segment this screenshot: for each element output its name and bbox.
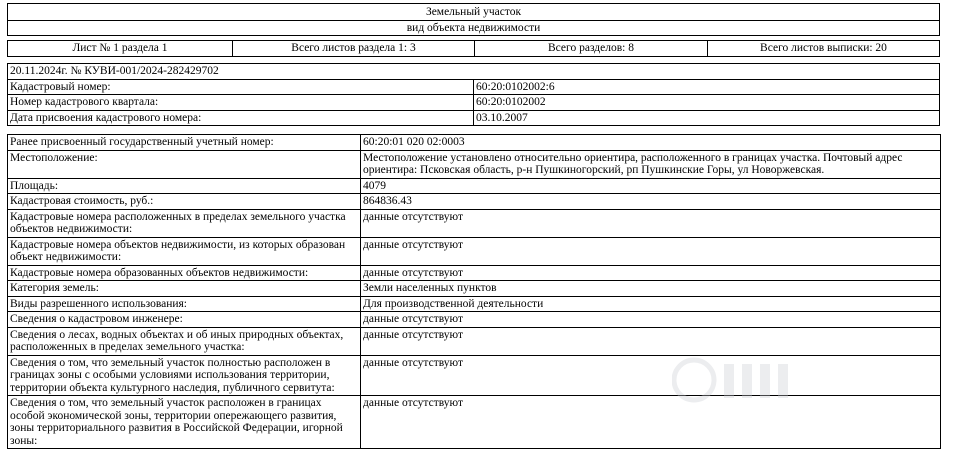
doc-ref-row (8, 64, 940, 80)
total-sheets: Всего листов выписки: 20 (708, 41, 940, 57)
field-label: Площадь: (8, 178, 361, 194)
field-label: Сведения о кадастровом инженере: (8, 312, 361, 328)
table-row (8, 110, 940, 126)
field-label: Ранее присвоенный государственный учетный номер: (8, 135, 361, 151)
object-type-title: Земельный участок (8, 4, 939, 21)
field-value: данные отсутствуют (361, 237, 941, 265)
field-label: Кадастровые номера образованных объектов недвижимости: (8, 265, 361, 281)
field-value: Для производственной деятельности (361, 296, 941, 312)
table-row (8, 135, 941, 151)
field-label: Сведения о том, что земельный участок расположен в границах особой экономической зоны, территории опережающего развития, зоны территориального развития в Российской Федерации, игорной зоны: (8, 396, 361, 449)
table-row (8, 194, 941, 210)
field-label: Категория земель: (8, 281, 361, 297)
total-sections: Всего разделов: 8 (475, 41, 708, 57)
field-value: Местоположение установлено относительно ориентира, расположенного в границах участка. Почтовый адрес ориентира: Псковская область, р-н Пушкиногорский, рп Пушкинские Горы, ул Новоржевская. (361, 150, 941, 178)
field-value: данные отсутствуют (361, 265, 941, 281)
table-row (8, 209, 941, 237)
field-value: 4079 (361, 178, 941, 194)
field-value: 60:20:0102002:6 (474, 79, 940, 95)
field-label: Виды разрешенного использования: (8, 296, 361, 312)
table-row (8, 265, 941, 281)
sheet-info-table (7, 40, 940, 57)
field-label: Дата присвоения кадастрового номера: (8, 110, 474, 126)
header-box (7, 3, 940, 36)
field-value: данные отсутствуют (361, 312, 941, 328)
field-value: 60:20:01 020 02:0003 (361, 135, 941, 151)
watermark-logo-icon (672, 350, 822, 410)
table-row (8, 237, 941, 265)
field-value: данные отсутствуют (361, 327, 941, 355)
field-label: Сведения о том, что земельный участок полностью расположен в границах зоны с особыми условиями использования территории, территории объекта культурного наследия, публичного сервитута: (8, 355, 361, 396)
document-reference: 20.11.2024г. № КУВИ-001/2024-282429702 (8, 64, 940, 80)
table-row (8, 79, 940, 95)
object-type-subtitle: вид объекта недвижимости (406, 22, 541, 34)
field-value: 864836.43 (361, 194, 941, 210)
field-value: данные отсутствуют (361, 355, 941, 396)
field-value: данные отсутствуют (361, 396, 941, 449)
field-value: 60:20:0102002 (474, 95, 940, 111)
table-row (8, 296, 941, 312)
field-label: Сведения о лесах, водных объектах и об иных природных объектах, расположенных в пределах земельного участка: (8, 327, 361, 355)
table-row (8, 281, 941, 297)
field-label: Кадастровая стоимость, руб.: (8, 194, 361, 210)
sheets-in-section: Всего листов раздела 1: 3 (233, 41, 475, 57)
field-label: Местоположение: (8, 150, 361, 178)
field-value: Земли населенных пунктов (361, 281, 941, 297)
table-row (8, 178, 941, 194)
sheet-info-row (8, 41, 940, 57)
table-row (8, 95, 940, 111)
field-label: Кадастровый номер: (8, 79, 474, 95)
table-row (8, 150, 941, 178)
cadastral-block-1 (7, 63, 940, 126)
field-value: данные отсутствуют (361, 209, 941, 237)
field-label: Кадастровые номера расположенных в пределах земельного участка объектов недвижимости: (8, 209, 361, 237)
field-value: 03.10.2007 (474, 110, 940, 126)
field-label: Кадастровые номера объектов недвижимости, из которых образован объект недвижимости: (8, 237, 361, 265)
table-row (8, 312, 941, 328)
field-label: Номер кадастрового квартала: (8, 95, 474, 111)
sheet-number: Лист № 1 раздела 1 (8, 41, 233, 57)
